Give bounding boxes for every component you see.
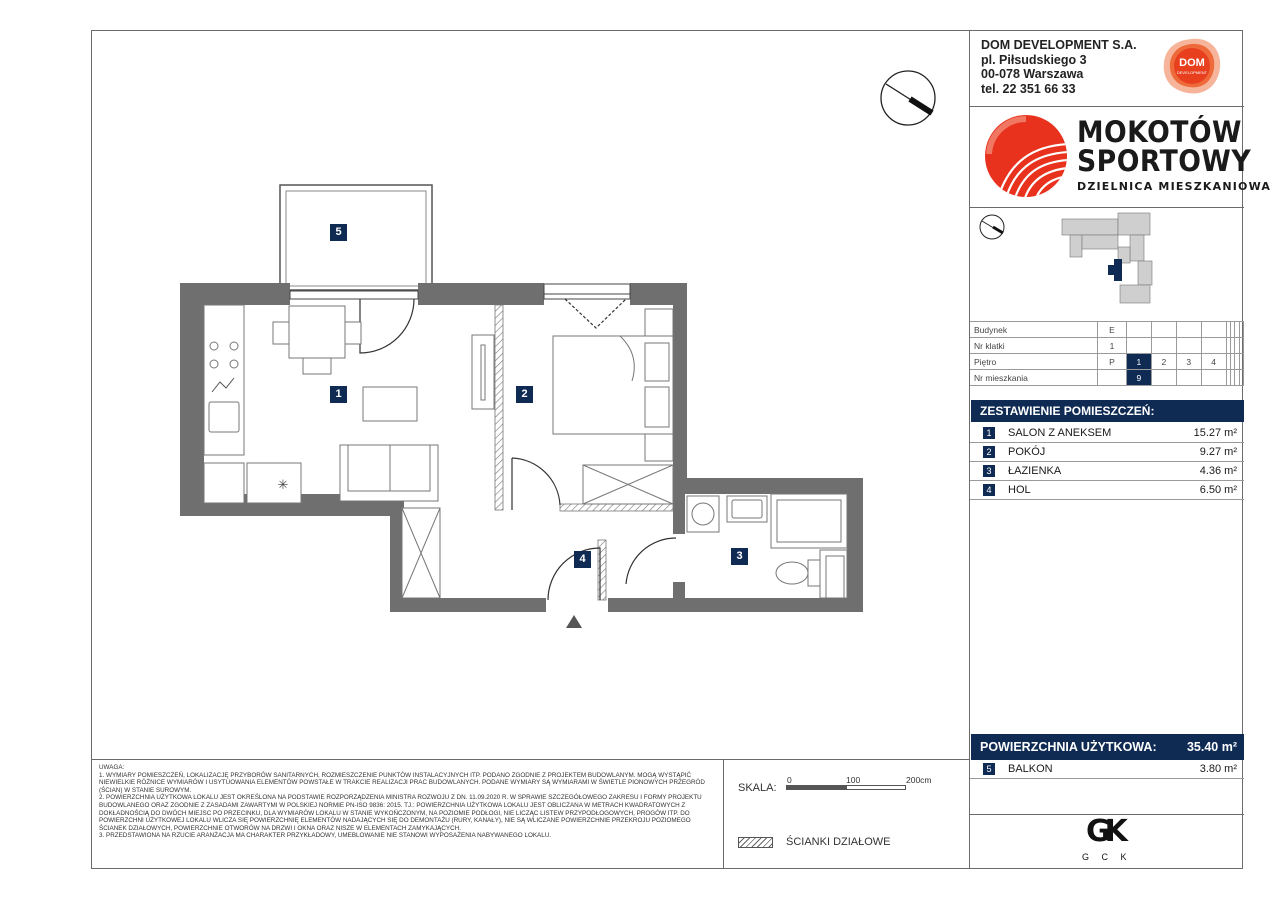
staircase-value: 1	[1098, 338, 1127, 354]
company-info	[981, 38, 1137, 96]
scale-label: SKALA:	[738, 782, 777, 794]
scale-tick-200: 200cm	[906, 775, 932, 785]
room-number: 3	[983, 465, 995, 477]
room-number: 2	[983, 446, 995, 458]
room-mark-3: 3	[731, 548, 748, 565]
room-number: 4	[983, 484, 995, 496]
floor-2: 2	[1151, 354, 1176, 370]
room-row	[970, 481, 1244, 500]
notes-title: UWAGA:	[99, 764, 125, 771]
balcony-row	[970, 760, 1244, 779]
sofa	[340, 445, 438, 501]
key-plan	[970, 207, 1244, 322]
entrance-marker-icon	[566, 615, 582, 628]
label-apartment: Nr mieszkania	[970, 370, 1098, 386]
room-area: 6.50 m²	[1199, 484, 1237, 496]
room-number: 1	[983, 427, 995, 439]
floor-4: 4	[1201, 354, 1226, 370]
project-brand	[982, 114, 1272, 200]
room-area: 3.80 m²	[1199, 763, 1237, 775]
dining-table	[273, 306, 417, 421]
scale-bar	[786, 785, 906, 790]
notes-section	[91, 759, 723, 869]
mokotow-logo-icon	[984, 114, 1068, 198]
room-name: ŁAZIENKA	[1008, 465, 1062, 477]
rooms-header: ZESTAWIENIE POMIESZCZEŃ:	[971, 400, 1244, 422]
room-area: 15.27 m²	[1193, 427, 1237, 439]
location-table	[970, 321, 1244, 386]
dom-logo-sub: DEVELOPMENT	[1176, 70, 1208, 75]
room-row	[970, 462, 1244, 481]
info-panel	[969, 30, 1272, 869]
building-value: E	[1098, 322, 1127, 338]
dom-logo-text: DOM	[1179, 57, 1205, 69]
note-item: 3. PRZEDSTAWIONA NA RZUCIE ARANŻACJA MA CHARAKTER PRZYKŁADOWY, UMEBLOWANIE NIE STANOWI WYPOSAŻENIA NABYWANEGO LOKALU.	[99, 832, 552, 840]
scale-legend-box	[723, 759, 969, 869]
company-name: DOM DEVELOPMENT S.A.	[981, 38, 1137, 52]
room-mark-2: 2	[516, 386, 533, 403]
hatch-swatch	[738, 837, 773, 848]
room-row	[970, 443, 1244, 462]
bed	[553, 309, 673, 461]
company-address-2: 00-078 Warszawa	[981, 67, 1084, 81]
room-number: 5	[983, 763, 995, 775]
room-name: POKÓJ	[1008, 446, 1046, 458]
note-item: 2. POWIERZCHNIA UŻYTKOWA LOKALU JEST OKREŚLONA NA PODSTAWIE ROZPORZĄDZENIA MINISTRA ROZWOJU Z DN. 11.09.2020 R. W SPRAWIE SZCZEGÓŁOWEGO ZAKRESU I FORMY PROJEKTU BUDOWLANEGO ORAZ ZGODNIE Z ZASADAMI ZAWARTYMI W POLSKIEJ NORMIE PN-ISO 9836: 2015. TJ.: POWIERZCHNIA UŻYTKOWA LOKALU JEST OBLICZANA W METRACH KWADRATOWYCH Z DOKŁADNOŚCIĄ DO DWÓCH MIEJSC PO PRZECINKU, DLA WYMIARÓW LOKALU W STANIE WYKOŃCZONYM, NA POZIOMIE PODŁOGI, NIE LICZĄC LISTEW PRZYPODŁOGOWYCH, PROGÓW ITP. DO POWIERZCHNI UŻYTKOWEJ LOKALU WLICZA SIĘ POWIERZCHNIĘ ELEMENTÓW NADAJĄCYCH SIĘ DO DEMONTAŻU (RURY, KANAŁY), NIE SĄ WLICZANE POWIERZCHNIE PRZEKROJU POZIOMEGO ŚCIANEK DZIAŁOWYCH, POWIERZCHNIE OTWORÓW NA DRZWI I OKNA ORAZ NISZE W ELEMENTACH ZAMYKAJĄCYCH.	[99, 794, 702, 832]
company-phone: tel. 22 351 66 33	[981, 81, 1076, 96]
label-staircase: Nr klatki	[970, 338, 1098, 354]
gck-mark: GK	[1086, 814, 1122, 849]
divider	[970, 106, 1244, 107]
room-area: 9.27 m²	[1199, 446, 1237, 458]
scale-tick-0: 0	[787, 775, 792, 785]
svg-text:✳: ✳	[277, 477, 289, 492]
north-arrow-icon	[881, 71, 935, 125]
room-mark-1: 1	[330, 386, 347, 403]
keyplan-north-icon	[980, 215, 1004, 239]
total-area-label: POWIERZCHNIA UŻYTKOWA:	[980, 740, 1157, 754]
note-item: 1. WYMIARY POMIESZCZEŃ, LOKALIZACJĘ PRZYBORÓW SANITARNYCH, ROZMIESZCZENIE PUNKTÓW INSTALACYJNYCH ITP. PODANO ZGODNIE Z PROJEKTEM BUDOWLANYM. MOGĄ WYSTĄPIĆ NIEWIELKIE RÓŻNICE WYMIARÓW I USYTUOWANIA ELEMENTÓW POWSTAŁE W TRAKCIE REALIZACJI PRAC BUDOWLANYCH. PODANE WYMIARY SĄ WYMIARAMI W ŚWIETLE PIONOWYCH PRZEGRÓD (ŚCIAN) W STANIE SUROWYM.	[99, 771, 705, 794]
brand-subtitle: DZIELNICA MIESZKANIOWA	[1077, 180, 1272, 193]
room-name: SALON Z ANEKSEM	[1008, 427, 1112, 439]
room-name: BALKON	[1008, 763, 1053, 775]
label-building: Budynek	[970, 322, 1098, 338]
label-floor: Piętro	[970, 354, 1098, 370]
room-mark-4: 4	[574, 551, 591, 568]
room-row	[970, 424, 1244, 443]
total-area-value: 35.40 m²	[1186, 740, 1237, 754]
floor-1: 1	[1126, 354, 1151, 370]
room-area: 4.36 m²	[1199, 465, 1237, 477]
legend-partition-label: ŚCIANKI DZIAŁOWE	[786, 836, 891, 848]
brand-line-1: MOKOTÓW	[1077, 115, 1242, 149]
room-mark-5: 5	[330, 224, 347, 241]
total-area-bar	[971, 734, 1244, 760]
bathroom-fixtures	[687, 494, 847, 598]
room-name: HOL	[1008, 484, 1031, 496]
balcony-area	[280, 185, 432, 290]
scale-tick-100: 100	[846, 775, 861, 785]
brand-line-2: SPORTOWY	[1077, 144, 1252, 178]
dom-development-logo	[1160, 36, 1224, 96]
floor-3: 3	[1176, 354, 1201, 370]
gck-logo	[1078, 814, 1138, 864]
apartment-value: 9	[1126, 370, 1151, 386]
gck-sub: G C K	[1082, 852, 1132, 862]
floor-p: P	[1098, 354, 1127, 370]
company-address-1: pl. Piłsudskiego 3	[981, 52, 1087, 67]
